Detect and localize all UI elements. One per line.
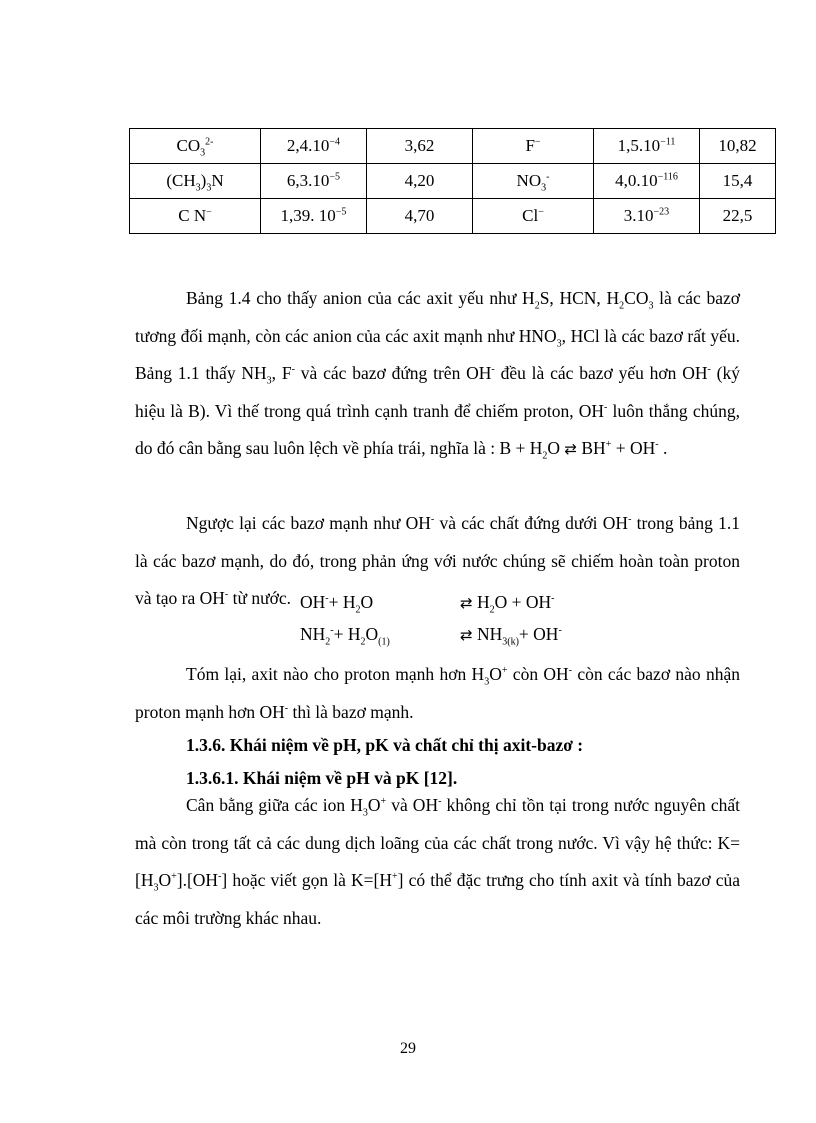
subsection-heading: 1.3.6.1. Khái niệm về pH và pK [12]. <box>186 768 458 788</box>
equilibrium-arrow-icon: ⇄ <box>564 440 577 458</box>
ion-cell: $NO_3^-$ <box>473 164 594 199</box>
ion-cell: C N− <box>130 199 261 234</box>
paragraph-can-bang: Cân bằng giữa các ion $H_3O^+$ và OH- không chỉ tồn tại trong nước nguyên chất mà còn trong tất cả các dung dịch loãng của các chất trong nước. Vì vậy hệ thức: $K= [H_3O^+].[OH^-]$ hoặc viết gọn là K=[H+] có thể đặc trưng cho tính axit và tính bazơ của các môi trường khác nhau. <box>135 795 741 928</box>
pk-cell: 22,5 <box>700 199 776 234</box>
kb-cell: $6,3.10^{-5}$ <box>261 164 367 199</box>
paragraph-tom-lai: Tóm lại, axit nào cho proton mạnh hơn $H_3O^+$ còn OH- còn các bazơ nào nhận proton mạnh hơn OH- thì là bazơ mạnh. <box>135 664 740 722</box>
paragraph-bazo-yeu: Bảng 1.4 cho thấy anion của các axit yếu như $H_2S$, HCN, $H_2CO_3$ là các bazơ tương đối mạnh, còn các anion của các axit mạnh như $HNO_3$, HCl là các bazơ rất yếu. Bảng 1.1 thấy $NH_3$, F- và các bazơ đứng trên OH- đều là các bazơ yếu hơn OH- (ký hiệu là B). Vì thế trong quá trình cạnh tranh để chiếm proton, OH- luôn thắng chúng, do đó cân bằng sau luôn lệch về phía trái, nghĩa là : $B + H_2O$ ⇄ BH+ + OH- . <box>135 288 741 462</box>
table-row <box>130 164 776 199</box>
paragraph-bazo-manh: Ngược lại các bazơ mạnh như OH- và các chất đứng dưới OH- trong bảng 1.1 là các bazơ mạnh, do đó, trong phản ứng với nước chúng sẽ chiếm hoàn toàn proton và tạo ra OH- từ nước. <box>135 513 740 608</box>
kb-cell: $4,0.10^{-116}$ <box>594 164 700 199</box>
kb-cell: $3.10^{-23}$ <box>594 199 700 234</box>
pk-cell: 4,70 <box>367 199 473 234</box>
kb-cell: 1,39. $10^{-5}$ <box>261 199 367 234</box>
ion-cell: $(CH_3)_3N$ <box>130 164 261 199</box>
pk-cell: 10,82 <box>700 129 776 164</box>
equilibrium-arrow-icon: ⇄ <box>460 626 473 644</box>
ion-cell: Cl− <box>473 199 594 234</box>
ion-cell: F− <box>473 129 594 164</box>
data-table <box>129 128 776 234</box>
pk-cell: 4,20 <box>367 164 473 199</box>
pk-cell: 15,4 <box>700 164 776 199</box>
page-number: 29 <box>400 1040 416 1057</box>
table-row <box>130 199 776 234</box>
equation-1: $OH^-+ H_2O$ ⇄ $H_2O + OH^-$ <box>300 592 555 616</box>
table-row <box>130 129 776 164</box>
section-heading: 1.3.6. Khái niệm về pH, pK và chất chỉ thị axit-bazơ : <box>186 735 584 755</box>
kb-cell: $1,5.10^{-11}$ <box>594 129 700 164</box>
equation-2: $NH_2^-+ H_2O_{(1)}$ ⇄ $NH_{3(k)}+ OH^-$ <box>300 624 562 648</box>
ion-cell: $CO_3^{2-}$ <box>130 129 261 164</box>
equilibrium-arrow-icon: ⇄ <box>460 594 473 612</box>
kb-cell: $2,4.10^{-4}$ <box>261 129 367 164</box>
pk-cell: 3,62 <box>367 129 473 164</box>
